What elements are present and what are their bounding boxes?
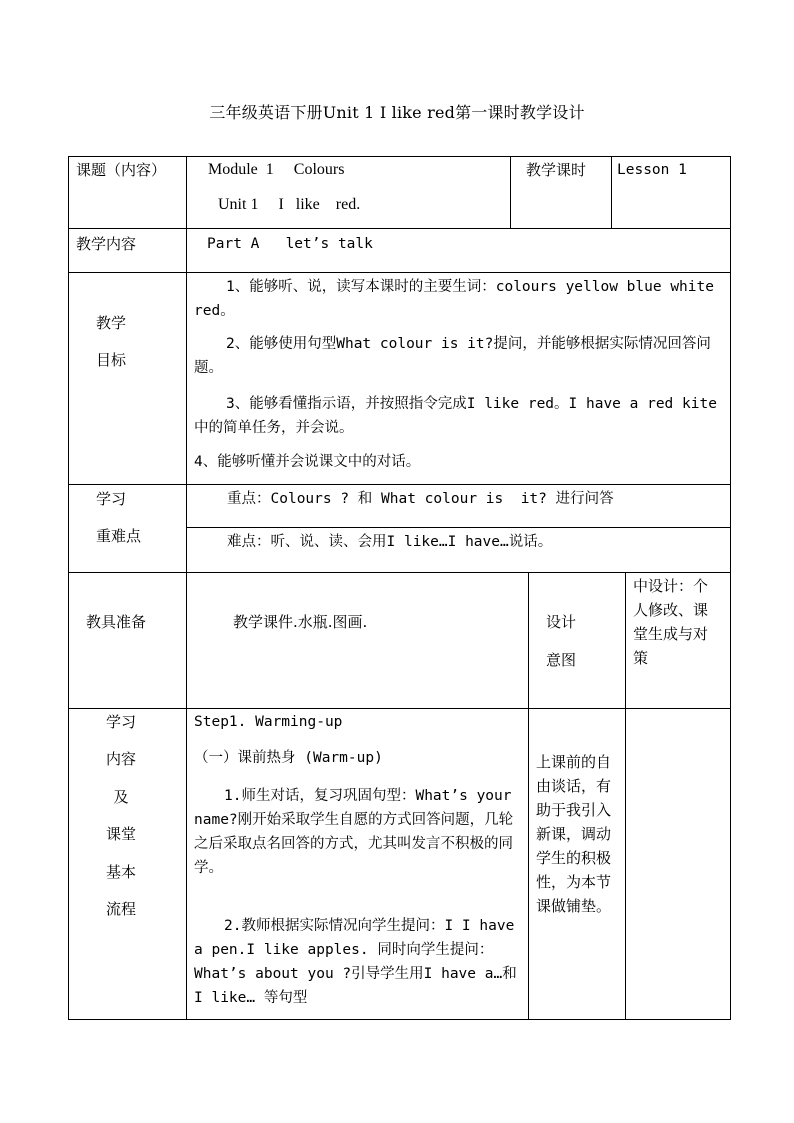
- content-value: Part A let’s talk: [207, 236, 373, 252]
- key-difficulty: 难点：听、说、读、会用I like…I have…说话。: [227, 534, 553, 550]
- flow-label-3: 及: [113, 788, 129, 806]
- lesson-number: Lesson 1: [617, 162, 687, 178]
- table-divider: [611, 156, 612, 228]
- flow-item-2: 2.教师根据实际情况向学生提问：I I have a pen.I like apples. 同时向学生提问： What’s about you ?引导学生用I have a…和I like… 等句型: [194, 918, 517, 1006]
- warmup-subtitle: （一）课前热身 (Warm-up): [194, 750, 383, 766]
- flow-label-2: 内容: [105, 750, 136, 768]
- table-divider: [68, 484, 731, 485]
- content-label: 教学内容: [76, 235, 137, 253]
- topic-label: 课题（内容）: [76, 161, 167, 179]
- revision-note: 中设计：个人修改、课堂生成与对策: [633, 577, 709, 667]
- table-border-left: [68, 156, 69, 1020]
- goals-label-1: 教学: [96, 314, 127, 332]
- design-label-2: 意图: [546, 651, 577, 669]
- step-title: Step1. Warming-up: [194, 714, 343, 730]
- table-divider: [68, 572, 731, 573]
- table-divider: [510, 156, 511, 228]
- table-divider: [625, 572, 626, 1020]
- table-divider: [186, 527, 731, 528]
- table-divider: [68, 228, 731, 229]
- flow-label-5: 基本: [105, 863, 136, 881]
- table-divider: [528, 572, 529, 1020]
- unit-title: Unit 1 I like red.: [218, 196, 361, 213]
- tools-label: 教具准备: [86, 613, 147, 631]
- flow-label-6: 流程: [105, 900, 136, 918]
- document-title: 三年级英语下册Unit 1 I like red第一课时教学设计: [209, 103, 585, 122]
- flow-item-1: 1.师生对话，复习巩固句型：What’s your name?刚开始采取学生自愿的方式回答问题，几轮之后采取点名回答的方式，尤其叫发言不积极的同学。: [194, 788, 514, 876]
- table-border-bottom: [68, 1019, 731, 1020]
- goal-3: 3、能够看懂指示语，并按照指令完成I like red。I have a red kite 中的简单任务，并会说。: [194, 396, 717, 436]
- table-divider: [68, 272, 731, 273]
- design-intent: 上课前的自由谈话，有助于我引入新课，调动学生的积极性，为本节课做铺垫。: [536, 753, 612, 915]
- key-label-1: 学习: [96, 490, 127, 508]
- key-label-2: 重难点: [96, 527, 142, 545]
- table-border-right: [730, 156, 731, 1020]
- design-label-1: 设计: [546, 613, 577, 631]
- key-focus: 重点：Colours ? 和 What colour is it? 进行问答: [227, 491, 614, 507]
- flow-label-4: 课堂: [105, 825, 136, 843]
- goal-1: 1、能够听、说，读写本课时的主要生词：colours yellow blue white red。: [194, 279, 714, 319]
- table-divider: [68, 708, 731, 709]
- tools-value: 教学课件.水瓶.图画.: [233, 613, 368, 631]
- goal-2: 2、能够使用句型What colour is it?提问，并能够根据实际情况回答问题。: [194, 336, 711, 376]
- table-divider: [186, 156, 187, 1020]
- goals-label-2: 目标: [96, 351, 127, 369]
- class-hours-label: 教学课时: [526, 161, 587, 179]
- goal-4: 4、能够听懂并会说课文中的对话。: [194, 454, 421, 470]
- module-title: Module 1 Colours: [208, 161, 345, 178]
- flow-label-1: 学习: [105, 713, 136, 731]
- table-border-top: [68, 156, 731, 157]
